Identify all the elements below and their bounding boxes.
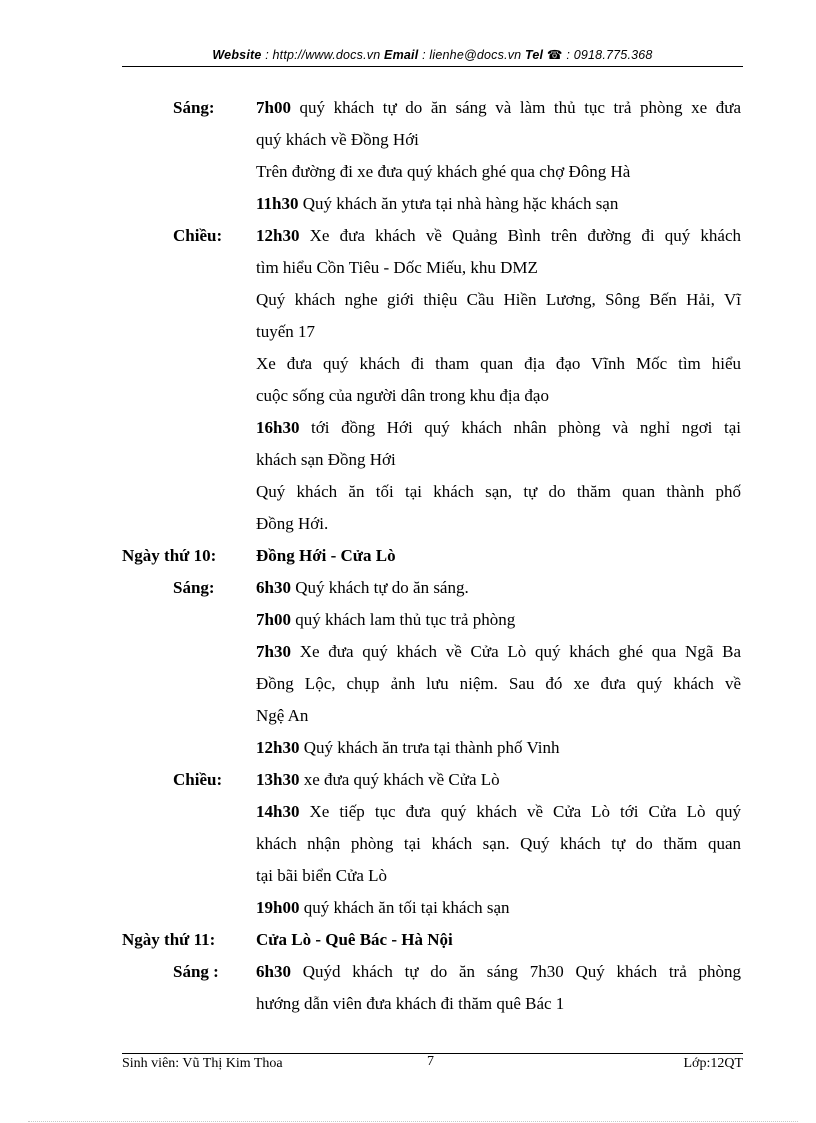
time-stamp: 6h30 <box>256 962 291 981</box>
line-text: khách sạn Đồng Hới <box>256 450 396 469</box>
time-stamp: 7h00 <box>256 610 291 629</box>
time-stamp: 6h30 <box>256 578 291 597</box>
line-text: quý khách ăn tối tại khách sạn <box>299 898 510 917</box>
day-label: Ngày thứ 10: <box>122 546 217 565</box>
section-lines <box>256 956 741 1020</box>
line-text: quý khách về Đồng Hới <box>256 130 419 149</box>
itinerary-line <box>256 892 741 924</box>
line-text: Quý khách ăn tối tại khách sạn, tự do thăm quan thành phố <box>256 482 741 501</box>
itinerary-line <box>256 220 741 252</box>
line-text: tại bãi biển Cửa Lò <box>256 866 388 885</box>
time-stamp: 13h30 <box>256 770 300 789</box>
page-number: 7 <box>427 1054 434 1069</box>
tel-value: : 0918.775.368 <box>562 48 653 62</box>
time-stamp: 11h30 <box>256 194 299 213</box>
section-lines <box>256 924 741 956</box>
website-value: : http://www.docs.vn <box>261 48 385 62</box>
section-lines <box>256 220 741 540</box>
line-text: tìm hiểu Cồn Tiêu - Dốc Miếu, khu DMZ <box>256 258 538 277</box>
student-name: Sinh viên: Vũ Thị Kim Thoa <box>122 1056 283 1071</box>
itinerary-line <box>256 380 741 412</box>
time-label: Sáng : <box>173 962 219 981</box>
website-label: Website <box>212 48 262 62</box>
email-label: Email <box>384 48 419 62</box>
line-text: Xe tiếp tục đưa quý khách về Cửa Lò tới Cửa Lò quý <box>299 802 741 821</box>
line-text: Quý khách tự do ăn sáng. <box>290 578 469 597</box>
line-text: Đồng Hới. <box>256 514 329 533</box>
time-section <box>0 92 816 220</box>
time-stamp: 14h30 <box>256 802 300 821</box>
section-lines <box>256 764 741 924</box>
time-stamp: 16h30 <box>256 418 300 437</box>
line-text: tới đồng Hới quý khách nhân phòng và nghỉ ngơi tại <box>299 418 741 437</box>
itinerary-line <box>256 668 741 700</box>
line-text: Xe đưa quý khách đi tham quan địa đạo Vĩnh Mốc tìm hiểu <box>256 354 741 373</box>
itinerary-line <box>256 860 741 892</box>
page-header <box>122 47 743 62</box>
line-text: Quý khách ăn ytưa tại nhà hàng hặc khách sạn <box>298 194 619 213</box>
itinerary-line <box>256 732 741 764</box>
line-text: tuyến 17 <box>256 322 316 341</box>
page-footer <box>122 1056 743 1076</box>
line-text: cuộc sống của người dân trong khu địa đạo <box>256 386 549 405</box>
itinerary-line <box>256 412 741 444</box>
itinerary-line <box>256 476 741 508</box>
time-stamp: 7h30 <box>256 642 291 661</box>
itinerary-line <box>256 284 741 316</box>
tel-label: Tel <box>525 48 544 62</box>
email-value: : lienhe@docs.vn <box>418 48 526 62</box>
itinerary-line <box>256 252 741 284</box>
itinerary-line <box>256 764 741 796</box>
itinerary-line <box>256 604 741 636</box>
time-section <box>0 956 816 1020</box>
itinerary-line <box>256 540 741 572</box>
time-label: Chiều: <box>173 226 223 245</box>
itinerary-body <box>0 92 816 1020</box>
day-route: Đồng Hới - Cửa Lò <box>256 546 396 565</box>
time-label: Chiều: <box>173 770 223 789</box>
day-section <box>0 924 816 956</box>
time-section <box>0 572 816 764</box>
section-lines <box>256 572 741 764</box>
itinerary-line <box>256 636 741 668</box>
itinerary-line <box>256 316 741 348</box>
itinerary-line <box>256 188 741 220</box>
line-text: Ngệ An <box>256 706 309 725</box>
time-stamp: 19h00 <box>256 898 300 917</box>
itinerary-line <box>256 956 741 988</box>
line-text: Xe đưa quý khách về Cửa Lò quý khách ghé qua Ngã Ba <box>290 642 741 661</box>
line-text: Xe đưa khách về Quảng Bình trên đường đi quý khách <box>299 226 741 245</box>
itinerary-line <box>256 828 741 860</box>
section-lines <box>256 540 741 572</box>
itinerary-line <box>256 508 741 540</box>
header-divider <box>122 66 743 67</box>
day-label: Ngày thứ 11: <box>122 930 216 949</box>
line-text: Quý khách nghe giới thiệu Cầu Hiền Lương, Sông Bến Hải, Vĩ <box>256 290 741 309</box>
line-text: Quýd khách tự do ăn sáng 7h30 Quý khách trả phòng <box>290 962 741 981</box>
time-section <box>0 220 816 540</box>
line-text: hướng dẫn viên đưa khách đi thăm quê Bác 1 <box>256 994 565 1013</box>
section-lines <box>256 92 741 220</box>
line-text: khách nhận phòng tại khách sạn. Quý khách tự do thăm quan <box>256 834 741 853</box>
phone-icon: ☎ <box>546 48 563 62</box>
itinerary-line <box>256 444 741 476</box>
itinerary-line <box>256 156 741 188</box>
line-text: Đồng Lộc, chụp ảnh lưu niệm. Sau đó xe đưa quý khách về <box>256 674 741 693</box>
class-label: Lớp:12QT <box>683 1056 743 1071</box>
line-text: Trên đường đi xe đưa quý khách ghé qua chợ Đông Hà <box>256 162 631 181</box>
itinerary-line <box>256 572 741 604</box>
line-text: quý khách lam thủ tục trả phòng <box>290 610 516 629</box>
itinerary-line <box>256 700 741 732</box>
time-label: Sáng: <box>173 578 215 597</box>
day-section <box>0 540 816 572</box>
time-label: Sáng: <box>173 98 215 117</box>
itinerary-line <box>256 988 741 1020</box>
itinerary-line <box>256 796 741 828</box>
page-edge <box>28 1121 798 1122</box>
time-stamp: 12h30 <box>256 226 300 245</box>
itinerary-line <box>256 92 741 124</box>
itinerary-line <box>256 348 741 380</box>
line-text: Quý khách ăn trưa tại thành phố Vinh <box>299 738 560 757</box>
time-stamp: 12h30 <box>256 738 300 757</box>
time-section <box>0 764 816 924</box>
day-route: Cửa Lò - Quê Bác - Hà Nội <box>256 930 453 949</box>
itinerary-line <box>256 924 741 956</box>
time-stamp: 7h00 <box>256 98 291 117</box>
itinerary-line <box>256 124 741 156</box>
line-text: quý khách tự do ăn sáng và làm thủ tục trả phòng xe đưa <box>290 98 741 117</box>
line-text: xe đưa quý khách về Cửa Lò <box>299 770 500 789</box>
